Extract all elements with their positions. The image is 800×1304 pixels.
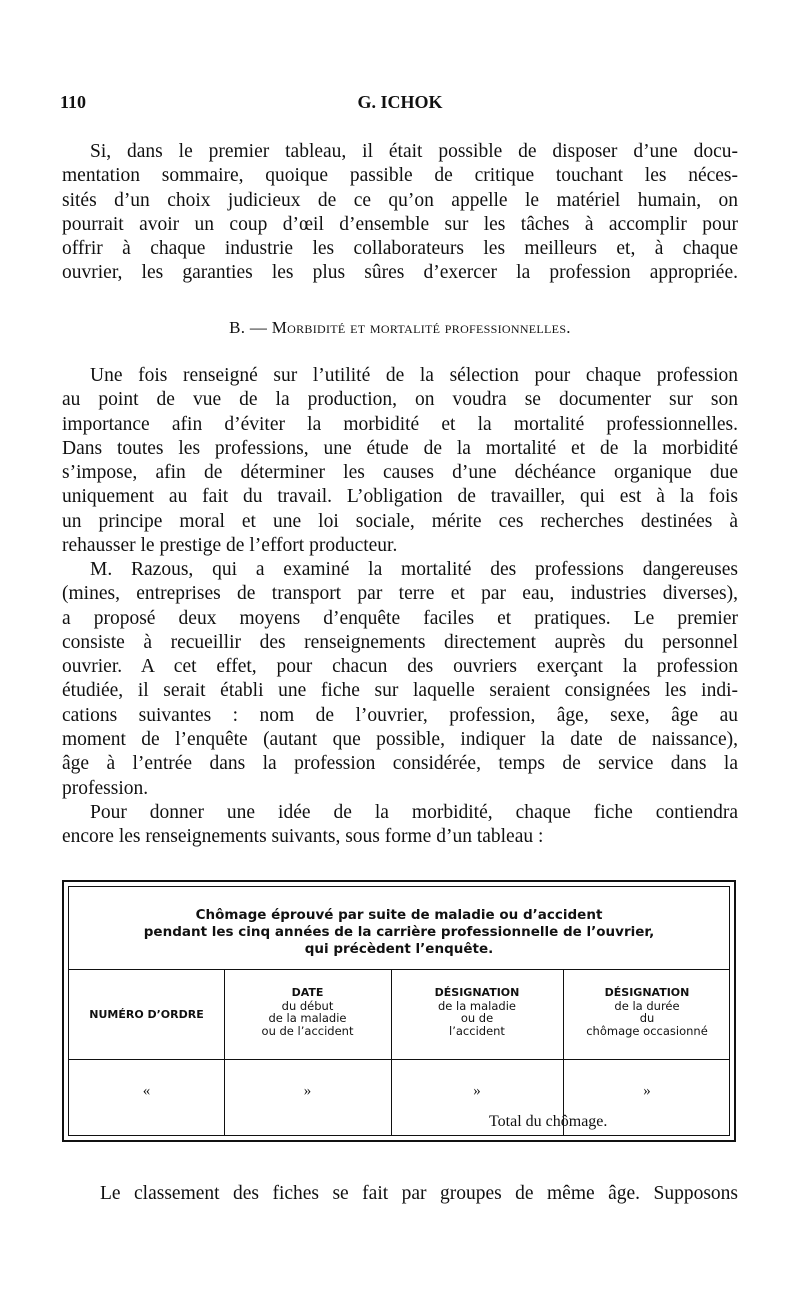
table-divider: [69, 969, 729, 970]
column-header-line: DÉSIGNATION: [604, 986, 690, 999]
table-title: [69, 907, 729, 958]
paragraph-3: [62, 558, 738, 801]
text-line: pourrait avoir un coup d’œil d’ensemble sur les tâches à accomplir pour: [62, 213, 738, 235]
column-header-line: ou de l’accident: [261, 1023, 354, 1038]
text-line: Si, dans le premier tableau, il était possible de disposer d’une docu-: [90, 141, 738, 162]
text-line: encore les renseignements suivants, sous forme d’un tableau :: [62, 826, 544, 848]
page-number: 110: [60, 92, 87, 112]
morbidity-table: [62, 880, 736, 1142]
column-header-line: chômage occasionné: [586, 1023, 708, 1038]
text-line: moment de l’enquête (autant que possible, indiquer la date de naissance),: [62, 729, 738, 751]
table-cell-mark: »: [643, 1083, 651, 1099]
text-line: mentation sommaire, quoique passible de critique touchant les néces-: [62, 165, 738, 187]
text-line: ouvrier, les garanties les plus sûres d’exercer la profession appropriée.: [62, 262, 738, 284]
table-title-line: qui précèdent l’enquête.: [304, 941, 494, 957]
column-header-disease: [391, 987, 563, 1037]
table-cell-mark: »: [473, 1083, 481, 1099]
section-heading: B. — Morbidité et mortalité professionnelles.: [229, 318, 571, 337]
column-header-line: DÉSIGNATION: [434, 986, 520, 999]
text-line: s’impose, afin de déterminer les causes d’une déchéance organique due: [62, 462, 738, 484]
paragraph-4: [62, 801, 738, 850]
column-header-duration: [563, 987, 731, 1037]
morbidity-table-inner: [68, 886, 730, 1136]
column-header-date: [224, 987, 391, 1037]
paragraph-1: [62, 140, 738, 286]
column-header-line: de la maladie: [268, 1011, 347, 1025]
column-header-number: [69, 1009, 224, 1022]
text-line: étudiée, il serait établi une fiche sur laquelle seraient consignées les indi-: [62, 680, 738, 702]
text-line: cations suivantes : nom de l’ouvrier, profession, âge, sexe, âge au: [62, 704, 738, 726]
text-line: Pour donner une idée de la morbidité, chaque fiche contiendra: [90, 802, 738, 823]
table-cell-mark: «: [142, 1083, 151, 1099]
text-line: au point de vue de la production, on voudra se documenter sur son: [62, 389, 738, 411]
text-line: Dans toutes les professions, une étude de la mortalité et de la morbidité: [62, 437, 738, 459]
column-header-line: NUMÉRO D’ORDRE: [89, 1008, 204, 1021]
column-header-line: ou de: [460, 1011, 494, 1025]
table-cell-mark: »: [303, 1083, 312, 1099]
text-line: sités d’un choix judicieux de ce qu’on appelle le matériel humain, on: [62, 189, 738, 211]
running-head: G. ICHOK: [357, 92, 443, 112]
text-line: rehausser le prestige de l’effort producteur.: [62, 535, 398, 557]
text-line: consiste à recueillir des renseignements directement auprès du personnel: [62, 631, 738, 653]
text-line: profession.: [62, 777, 149, 799]
column-header-line: DATE: [291, 986, 324, 999]
text-line: Une fois renseigné sur l’utilité de la sélection pour chaque profession: [90, 365, 738, 386]
table-title-line: pendant les cinq années de la carrière professionnelle de l’ouvrier,: [143, 924, 655, 940]
text-line: ouvrier. A cet effet, pour chacun des ouvriers exerçant la profession: [62, 656, 738, 678]
column-header-line: du: [639, 1011, 655, 1025]
table-title-line: Chômage éprouvé par suite de maladie ou d’accident: [195, 907, 603, 923]
text-line: un principe moral et une loi sociale, mérite ces recherches destinées à: [62, 510, 738, 532]
column-header-line: de la durée: [614, 998, 680, 1013]
table-total: Total du chômage.: [489, 1113, 608, 1130]
column-header-line: l’accident: [449, 1023, 505, 1038]
column-header-line: du début: [281, 998, 334, 1013]
text-line: uniquement au fait du travail. L’obligation de travailler, qui est à la fois: [62, 486, 738, 508]
text-line: a proposé deux moyens d’enquête faciles et pratiques. Le premier: [62, 607, 738, 629]
column-header-line: de la maladie: [438, 998, 516, 1013]
text-line: âge à l’entrée dans la profession considérée, temps de service dans la: [62, 753, 738, 775]
text-line: M. Razous, qui a examiné la mortalité des professions dangereuses: [90, 559, 738, 580]
text-line: offrir à chaque industrie les collaborateurs les meilleurs et, à chaque: [62, 238, 738, 260]
text-line: (mines, entreprises de transport par terre et par eau, industries diverses),: [62, 583, 738, 605]
table-divider: [69, 1059, 729, 1060]
paragraph-2: [62, 364, 738, 558]
final-text-line: Le classement des fiches se fait par groupes de même âge. Supposons: [100, 1183, 738, 1204]
text-line: importance afin d’éviter la morbidité et la mortalité professionnelles.: [62, 413, 738, 435]
page-header: [60, 92, 740, 116]
